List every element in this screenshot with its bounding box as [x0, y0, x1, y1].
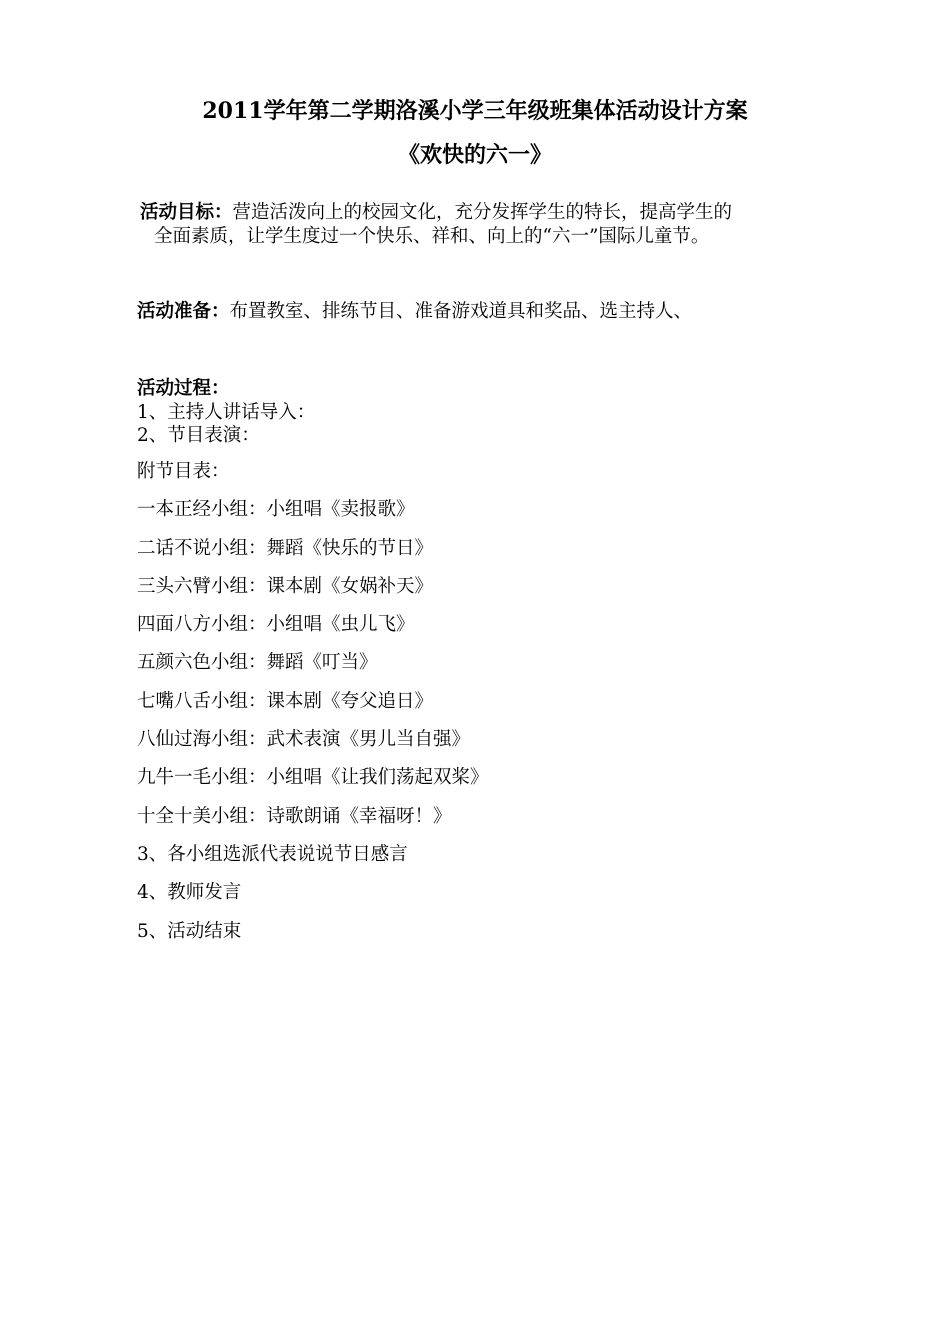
- activity-preparation-label: 活动准备：: [137, 301, 230, 322]
- process-step-3: 3、各小组选派代表说说节日感言: [137, 843, 408, 865]
- process-step-1: 1、主持人讲话导入：: [137, 402, 316, 423]
- activity-goal-text-line2: 全面素质，让学生度过一个快乐、祥和、向上的“六一”国际儿童节。: [154, 226, 710, 247]
- list-item: 二话不说小组：舞蹈《快乐的节日》: [137, 537, 434, 559]
- process-step-2: 2、节目表演：: [137, 425, 260, 446]
- program-list-heading: 附节目表：: [137, 461, 230, 482]
- list-item: 五颜六色小组：舞蹈《叮当》: [137, 652, 378, 674]
- list-item: 八仙过海小组：武术表演《男儿当自强》: [137, 729, 471, 751]
- activity-goal: [140, 201, 860, 249]
- activity-goal-text-line1: 营造活泼向上的校园文化，充分发挥学生的特长，提高学生的: [232, 202, 733, 223]
- list-item: 三头六臂小组：课本剧《女娲补天》: [137, 575, 434, 597]
- activity-preparation: [137, 300, 692, 324]
- program-list: [137, 458, 489, 956]
- document-title: 2011学年第二学期洛溪小学三年级班集体活动设计方案: [202, 98, 748, 124]
- list-item: 四面八方小组：小组唱《虫儿飞》: [137, 614, 415, 636]
- list-item: 一本正经小组：小组唱《卖报歌》: [137, 499, 415, 521]
- document-subtitle: 《欢快的六一》: [397, 142, 552, 168]
- list-item: 七嘴八舌小组：课本剧《夸父追日》: [137, 690, 434, 712]
- activity-goal-label: 活动目标：: [140, 202, 233, 223]
- process-step-5: 5、活动结束: [137, 920, 242, 942]
- list-item: 十全十美小组：诗歌朗诵《幸福呀！》: [137, 805, 452, 827]
- list-item: 九牛一毛小组：小组唱《让我们荡起双桨》: [137, 767, 489, 789]
- activity-preparation-text: 布置教室、排练节目、准备游戏道具和奖品、选主持人、: [229, 301, 693, 322]
- activity-process-label: 活动过程：: [137, 378, 230, 399]
- process-step-4: 4、教师发言: [137, 882, 242, 904]
